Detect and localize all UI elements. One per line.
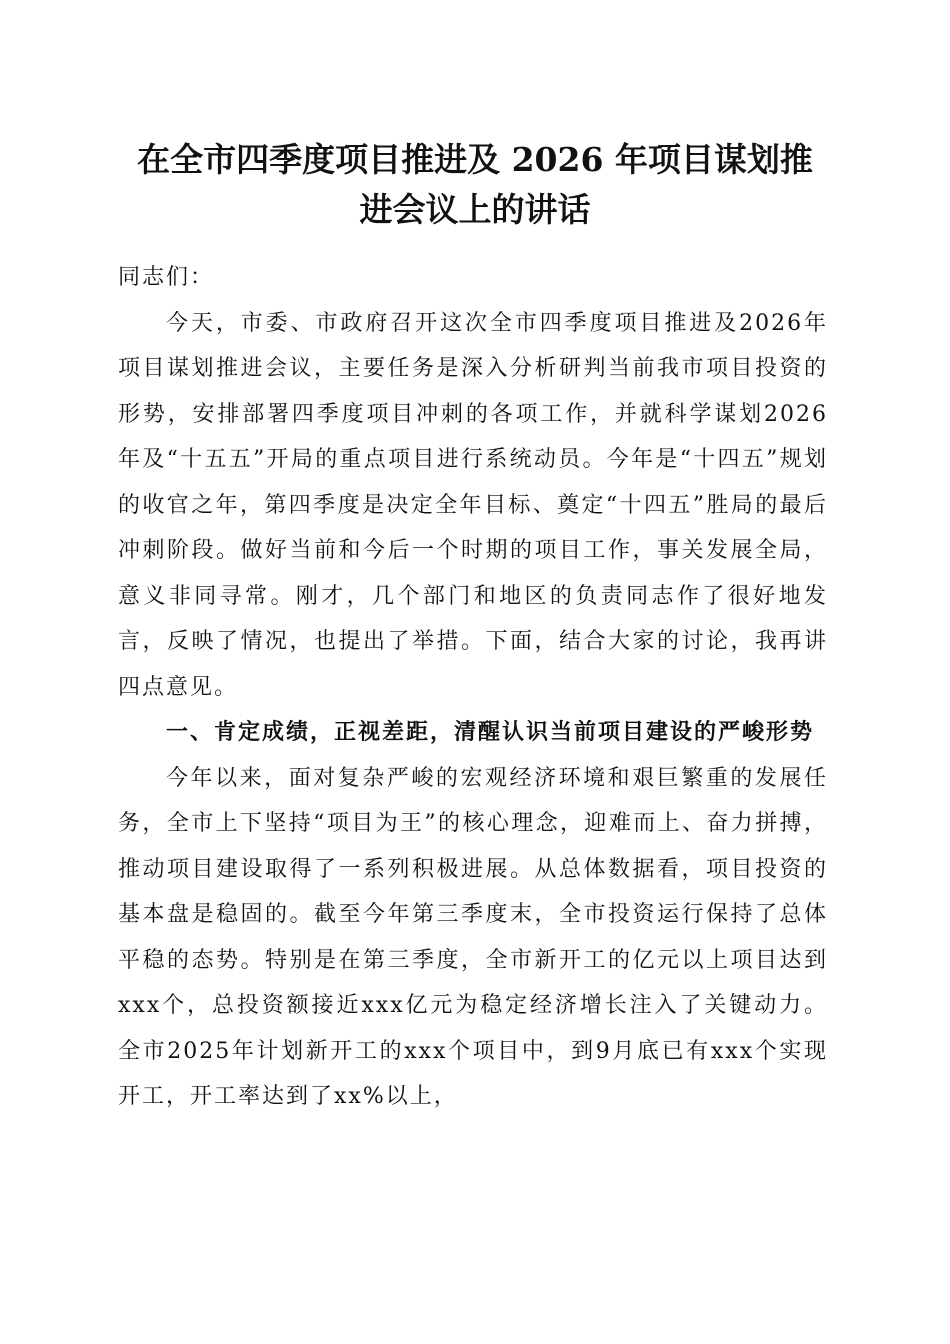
title-line-2: 进会议上的讲话 [359,190,591,229]
salutation: 同志们： [118,265,215,290]
title-line-1: 在全市四季度项目推进及 2026 年项目谋划推 [137,140,813,179]
section-heading-1: 一、肯定成绩，正视差距，清醒认识当前项目建设的严峻形势 [166,720,815,745]
paragraph-section-1: 今年以来，面对复杂严峻的宏观经济环境和艰巨繁重的发展任务，全市上下坚持“项目为王”的核心理念，迎难而上、奋力拼搏，推动项目建设取得了一系列积极进展。从总体数据看，项目投资的基本盘是稳固的。截至今年第三季度末，全市投资运行保持了总体平稳的态势。特别是在第三季度，全市新开工的亿元以上项目达到xxx个，总投资额接近xxx亿元为稳定经济增长注入了关键动力。全市2025年计划新开工的xxx个项目中，到9月底已有xxx个实现开工，开工率达到了xx%以上， [118,765,828,1109]
document-body [118,255,828,1120]
paragraph-intro: 今天，市委、市政府召开这次全市四季度项目推进及2026年项目谋划推进会议，主要任务是深入分析研判当前我市项目投资的形势，安排部署四季度项目冲刺的各项工作，并就科学谋划2026年及“十五五”开局的重点项目进行系统动员。今年是“十四五”规划的收官之年，第四季度是决定全年目标、奠定“十四五”胜局的最后冲刺阶段。做好当前和今后一个时期的项目工作，事关发展全局，意义非同寻常。刚才，几个部门和地区的负责同志作了很好地发言，反映了情况，也提出了举措。下面，结合大家的讨论，我再讲四点意见。 [118,310,828,700]
document-title [100,135,850,235]
